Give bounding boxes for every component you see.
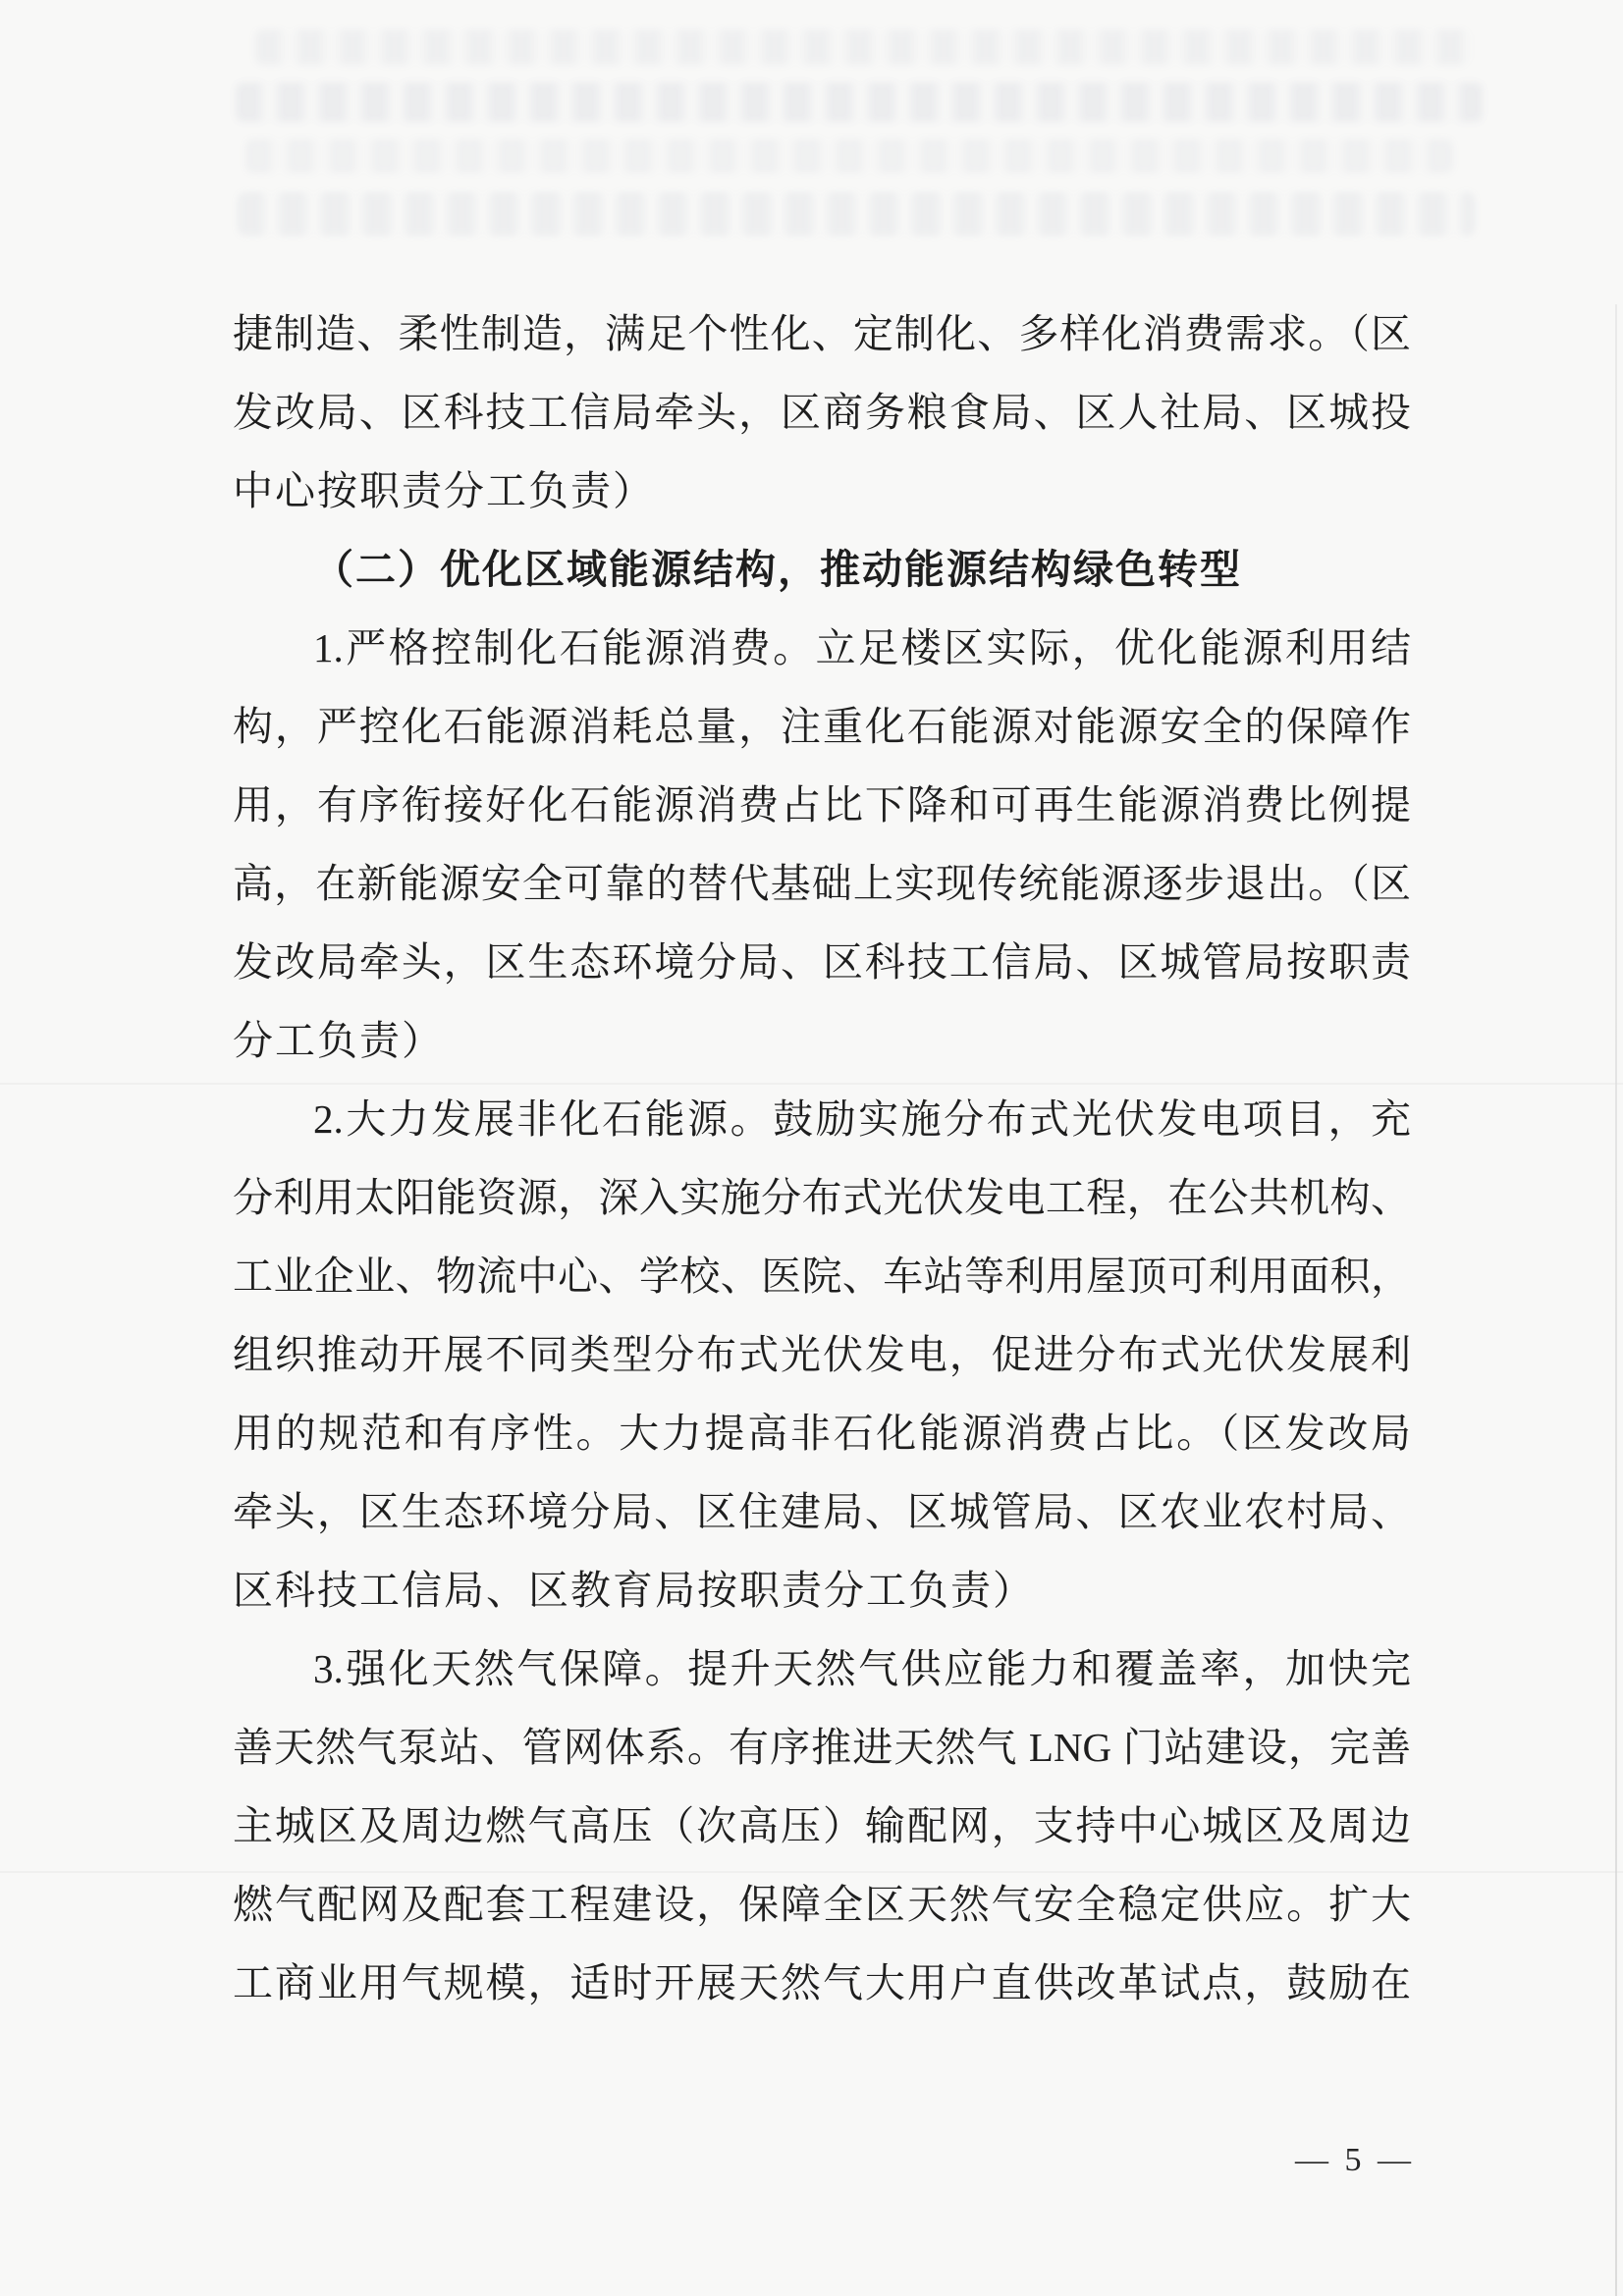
document-line: 组织推动开展不同类型分布式光伏发电，促进分布式光伏发展利 (233, 1332, 1411, 1377)
document-line: 分利用太阳能资源，深入实施分布式光伏发电工程，在公共机构、 (233, 1175, 1411, 1220)
document-line: 用，有序衔接好化石能源消费占比下降和可再生能源消费比例提 (233, 782, 1411, 828)
document-line: 发改局牵头，区生态环境分局、区科技工信局、区城管局按职责 (233, 939, 1411, 985)
document-line: 2.大力发展非化石能源。鼓励实施分布式光伏发电项目，充 (313, 1096, 1411, 1142)
document-line: 分工负责） (233, 1018, 444, 1063)
scan-edge-artifact (1615, 304, 1617, 2296)
document-line: 中心按职责分工负责） (233, 468, 655, 513)
document-line: 1.严格控制化石能源消费。立足楼区实际，优化能源利用结 (313, 625, 1411, 670)
document-line: 区科技工信局、区教育局按职责分工负责） (233, 1568, 1035, 1613)
document-body (233, 294, 1411, 2022)
document-line: （二）优化区域能源结构，推动能源结构绿色转型 (313, 547, 1242, 592)
document-line: 工业企业、物流中心、学校、医院、车站等利用屋顶可利用面积， (233, 1254, 1411, 1299)
document-line: 牵头，区生态环境分局、区住建局、区城管局、区农业农村局、 (233, 1489, 1411, 1534)
document-line: 3.强化天然气保障。提升天然气供应能力和覆盖率，加快完 (313, 1646, 1411, 1691)
document-line: 发改局、区科技工信局牵头，区商务粮食局、区人社局、区城投 (233, 390, 1411, 435)
document-line: 用的规范和有序性。大力提高非石化能源消费占比。（区发改局 (233, 1411, 1411, 1456)
bleedthrough-artifact (255, 29, 1473, 65)
bleedthrough-artifact (245, 139, 1453, 173)
document-line: 主城区及周边燃气高压（次高压）输配网，支持中心城区及周边 (233, 1803, 1411, 1848)
page-number: — 5 — (1295, 2142, 1415, 2178)
document-line: 高，在新能源安全可靠的替代基础上实现传统能源逐步退出。（区 (233, 861, 1411, 906)
document-line: 善天然气泵站、管网体系。有序推进天然气 LNG 门站建设，完善 (233, 1725, 1411, 1770)
document-line: 构，严控化石能源消耗总量，注重化石能源对能源安全的保障作 (233, 704, 1411, 749)
bleedthrough-artifact (238, 192, 1475, 236)
document-line: 捷制造、柔性制造，满足个性化、定制化、多样化消费需求。（区 (233, 311, 1411, 356)
document-line: 工商业用气规模，适时开展天然气大用户直供改革试点，鼓励在 (233, 1960, 1411, 2005)
document-line: 燃气配网及配套工程建设，保障全区天然气安全稳定供应。扩大 (233, 1882, 1411, 1927)
bleedthrough-artifact (236, 82, 1483, 122)
